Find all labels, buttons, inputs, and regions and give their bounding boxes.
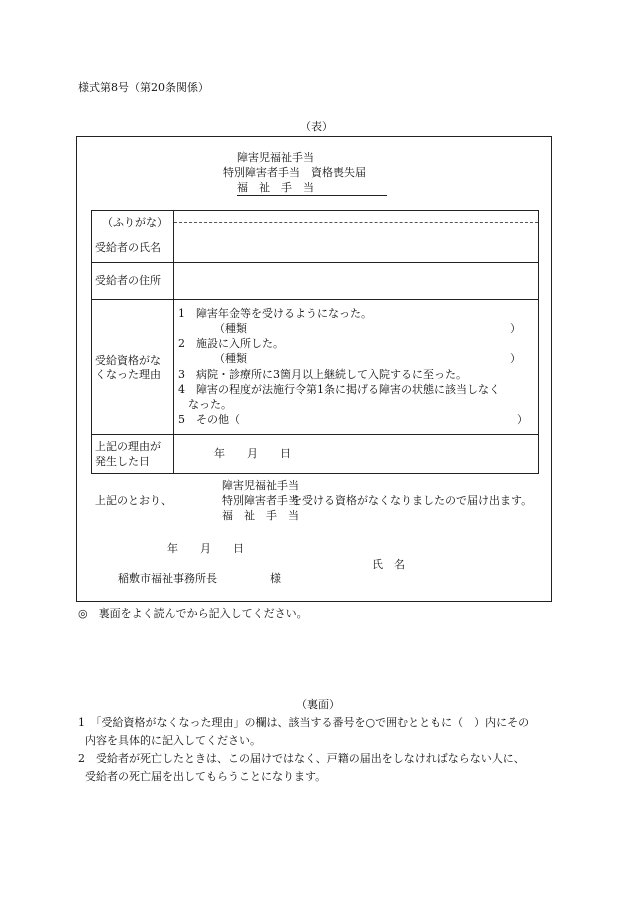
addressee-honorific: 様: [270, 572, 281, 585]
occurrence-date-label-line-1: 上記の理由が: [95, 440, 161, 453]
title-line-2: 特別障害者手当 資格喪失届: [223, 166, 366, 179]
read-back-note: ◎ 裏面をよく読んでから記入してください。: [78, 607, 308, 620]
reason-2-close: ）: [510, 352, 521, 365]
furigana-field[interactable]: [180, 212, 535, 222]
applicant-name-label: 氏 名: [372, 558, 405, 571]
row-divider: [91, 434, 539, 435]
reason-4-continued: なった。: [188, 398, 232, 411]
furigana-label: （ふりがな）: [102, 216, 168, 229]
reason-1-close: ）: [510, 322, 521, 335]
allowance-option-3: 福 祉 手 当: [222, 509, 299, 522]
occurrence-date-label-line-2: 発生した日: [95, 455, 150, 468]
row-divider: [91, 262, 539, 263]
back-item-2-continued: 受給者の死亡届を出してもらうことになります。: [85, 770, 327, 783]
allowance-option-1: 障害児福祉手当: [222, 479, 299, 492]
statement-prefix: 上記のとおり、: [95, 494, 172, 507]
furigana-divider: [174, 222, 538, 223]
reason-3[interactable]: 3 病院・診療所に3箇月以上継続して入院するに至った。: [178, 368, 467, 381]
back-item-2: 2 受給者が死亡したときは、この届けではなく、戸籍の届出をしなければならない人に、: [78, 752, 525, 765]
row-divider: [91, 299, 539, 300]
statement-suffix: を受ける資格がなくなりましたので届け出ます。: [291, 494, 533, 507]
title-underline: [237, 195, 387, 196]
reason-label-line-2: くなった理由: [95, 368, 161, 381]
reason-5[interactable]: 5 その他（: [178, 413, 240, 426]
reason-2-type[interactable]: （種類: [214, 352, 247, 365]
back-side-label: （裏面）: [296, 698, 340, 711]
name-field[interactable]: [180, 226, 535, 259]
name-label: 受給者の氏名: [95, 241, 161, 254]
reason-2[interactable]: 2 施設に入所した。: [178, 337, 284, 350]
allowance-option-2: 特別障害者手当: [222, 494, 299, 507]
front-side-label: （表）: [300, 120, 333, 133]
reason-label-line-1: 受給資格がな: [95, 354, 161, 367]
title-line-3: 福 祉 手 当: [237, 181, 314, 194]
address-label: 受給者の住所: [95, 274, 161, 287]
addressee: 稲敷市福祉事務所長: [118, 572, 217, 585]
title-line-1: 障害児福祉手当: [237, 151, 314, 164]
reason-5-close: ）: [517, 413, 528, 426]
form-number: 様式第8号（第20条関係）: [78, 81, 209, 94]
submission-date[interactable]: 年 月 日: [167, 542, 244, 555]
back-item-1-continued: 内容を具体的に記入してください。: [85, 734, 261, 747]
reason-4[interactable]: 4 障害の程度が法施行令第1条に掲げる障害の状態に該当しなく: [178, 383, 500, 396]
back-item-1: 1 「受給資格がなくなった理由」の欄は、該当する番号を○で囲むとともに（ ）内にその: [78, 716, 530, 729]
occurrence-date-field[interactable]: 年 月 日: [214, 447, 291, 460]
reason-1-type[interactable]: （種類: [214, 322, 247, 335]
reason-1[interactable]: 1 障害年金等を受けるようになった。: [178, 307, 372, 320]
address-field[interactable]: [180, 265, 535, 297]
